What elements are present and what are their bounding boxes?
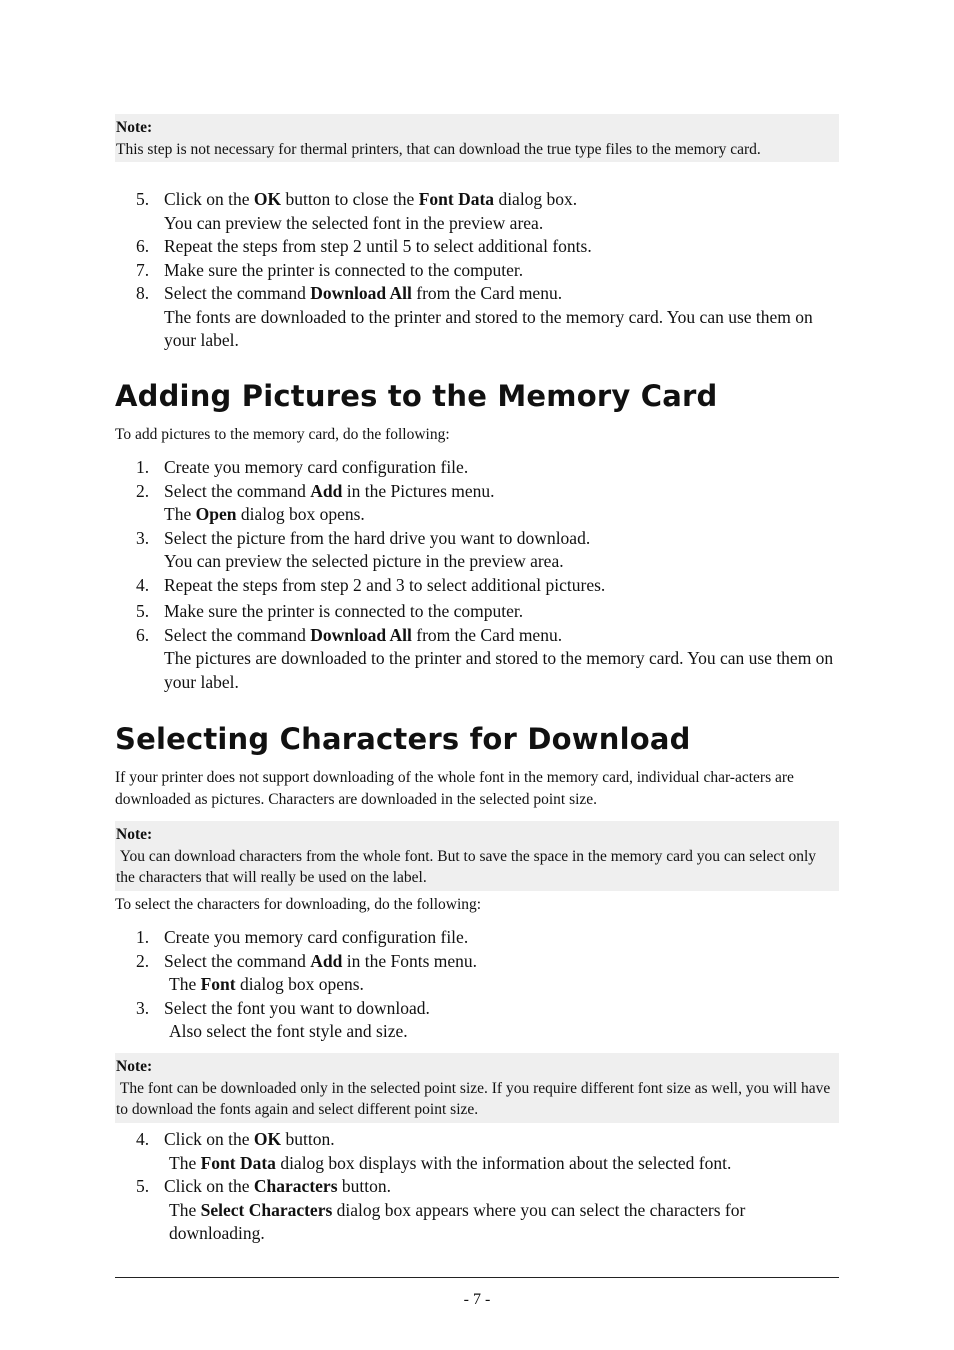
text-run: Click on the xyxy=(164,189,254,209)
text-run: Create you memory card configuration file. xyxy=(164,457,469,477)
list-item xyxy=(115,624,839,695)
list-item xyxy=(115,1175,839,1246)
bold-term: Add xyxy=(310,950,343,971)
list-number: 3. xyxy=(136,997,150,1018)
note-box-1 xyxy=(115,114,839,162)
text-run: dialog box appears where you can select the characters for downloading. xyxy=(169,1199,746,1243)
text-run: in the Pictures menu. xyxy=(342,480,495,501)
list-number: 5. xyxy=(136,601,150,621)
list-number: 4. xyxy=(136,574,150,595)
list-item-text xyxy=(164,481,495,501)
list-number: 4. xyxy=(136,1129,150,1149)
list-number: 2. xyxy=(136,480,150,501)
picture-steps-list-continued xyxy=(115,600,839,694)
list-item-text xyxy=(164,1129,335,1149)
list-item-detail xyxy=(164,973,839,997)
text-run: dialog box. xyxy=(494,189,578,209)
list-number: 7. xyxy=(136,259,150,280)
list-item xyxy=(115,926,839,950)
list-item-text xyxy=(164,601,523,621)
list-item xyxy=(115,600,839,624)
list-number: 8. xyxy=(136,283,150,303)
intro-characters: If your printer does not support downloading of the whole font in the memory card, individual char-acters are downloaded as pictures. Characters are downloaded in the selected point size. xyxy=(115,769,794,808)
text-run: Repeat the steps from step 2 until 5 to select additional fonts. xyxy=(164,236,592,256)
list-item-text xyxy=(164,1176,391,1196)
text-run: Click on the xyxy=(164,1129,254,1149)
text-run: The xyxy=(169,974,201,994)
list-number: 6. xyxy=(136,236,150,256)
text-run: Select the picture from the hard drive you want to download. xyxy=(164,527,591,548)
bold-term: Open xyxy=(195,504,237,524)
font-steps-list xyxy=(115,188,839,353)
list-item xyxy=(115,282,839,353)
list-item xyxy=(115,235,839,259)
list-item-detail xyxy=(164,503,839,527)
list-item-text xyxy=(164,283,562,303)
bold-term: Font Data xyxy=(200,1152,276,1173)
section-heading-pictures: Adding Pictures to the Memory Card xyxy=(115,379,718,413)
list-number: 2. xyxy=(136,950,150,971)
list-item-detail xyxy=(164,1152,839,1176)
list-item-text xyxy=(164,528,590,548)
text-run: Select the font you want to download. xyxy=(164,997,430,1018)
text-run: Click on the xyxy=(164,1176,254,1196)
list-item-text xyxy=(164,625,562,645)
list-number: 1. xyxy=(136,927,150,947)
list-item-text xyxy=(164,951,477,971)
list-item xyxy=(115,1128,839,1175)
note-title: Note: xyxy=(116,119,153,136)
list-item xyxy=(115,259,839,283)
list-item xyxy=(115,188,839,235)
character-steps-list-continued xyxy=(115,1128,839,1246)
list-item-detail: You can preview the selected font in the preview area. xyxy=(164,212,544,233)
character-steps-list xyxy=(115,926,839,1044)
text-run: Select the command xyxy=(164,480,311,501)
list-item-text xyxy=(164,260,523,280)
bold-term: Font Data xyxy=(418,189,495,209)
bold-term: Add xyxy=(310,480,343,501)
text-run: button to close the xyxy=(281,189,419,209)
list-item-text xyxy=(164,236,592,256)
intro-character-selection: To select the characters for downloading, do the following: xyxy=(115,896,482,913)
list-item-detail: You can preview the selected picture in the preview area. xyxy=(164,551,564,571)
list-item-text xyxy=(164,998,430,1018)
list-item xyxy=(115,527,839,574)
intro-pictures: To add pictures to the memory card, do the following: xyxy=(115,426,450,443)
text-run: Select the command xyxy=(164,950,311,971)
list-number: 1. xyxy=(136,457,150,477)
list-item-text xyxy=(164,575,605,595)
list-item-detail: The pictures are downloaded to the printer and stored to the memory card. You can use them on your label. xyxy=(164,648,834,692)
list-number: 5. xyxy=(136,189,150,209)
text-run: Make sure the printer is connected to the computer. xyxy=(164,601,524,621)
text-run: dialog box opens. xyxy=(235,974,364,994)
list-item xyxy=(115,950,839,997)
text-run: Repeat the steps from step 2 and 3 to select additional pictures. xyxy=(164,574,606,595)
footer-rule xyxy=(115,1277,839,1278)
list-item-detail xyxy=(164,1199,839,1246)
text-run: The xyxy=(164,504,196,524)
list-item xyxy=(115,574,839,598)
text-run: from the Card menu. xyxy=(411,283,563,303)
text-run: Make sure the printer is connected to the computer. xyxy=(164,259,524,280)
note-title: Note: xyxy=(116,826,153,843)
bold-term: Select Characters xyxy=(200,1199,333,1220)
text-run: Select the command xyxy=(164,283,311,303)
text-run: The xyxy=(169,1199,201,1220)
text-run: button. xyxy=(337,1176,391,1196)
list-item-text xyxy=(164,457,468,477)
note-box-2 xyxy=(115,821,839,891)
list-item-detail: Also select the font style and size. xyxy=(169,1021,408,1041)
list-item xyxy=(115,997,839,1044)
list-item-text xyxy=(164,927,468,947)
text-run: Create you memory card configuration file. xyxy=(164,927,469,947)
list-number: 5. xyxy=(136,1176,150,1196)
list-number: 6. xyxy=(136,624,150,645)
text-run: dialog box displays with the information about the selected font. xyxy=(275,1152,732,1173)
bold-term: Font xyxy=(200,974,236,994)
note-title: Note: xyxy=(116,1058,153,1075)
text-run: The xyxy=(169,1152,201,1173)
bold-term: Characters xyxy=(253,1176,338,1196)
bold-term: Download All xyxy=(310,624,412,645)
text-run: Select the command xyxy=(164,624,311,645)
list-item-text xyxy=(164,189,577,209)
bold-term: OK xyxy=(253,1129,282,1149)
note-box-3 xyxy=(115,1053,839,1123)
page-number: - 7 - xyxy=(463,1291,491,1308)
note-body: You can download characters from the whole font. But to save the space in the memory card you can select only the characters that will really be used on the label. xyxy=(116,847,820,886)
bold-term: Download All xyxy=(310,283,412,303)
picture-steps-list xyxy=(115,456,839,597)
note-body: This step is not necessary for thermal printers, that can download the true type files to the memory card. xyxy=(116,140,761,158)
list-item-detail: The fonts are downloaded to the printer and stored to the memory card. You can use them on your label. xyxy=(164,306,813,350)
text-run: button. xyxy=(281,1129,335,1149)
text-run: from the Card menu. xyxy=(411,624,563,645)
note-body: The font can be downloaded only in the selected point size. If you require different font size as well, you will have to download the fonts again and select different point size. xyxy=(116,1079,835,1118)
section-heading-characters: Selecting Characters for Download xyxy=(115,722,691,756)
bold-term: OK xyxy=(253,189,282,209)
list-number: 3. xyxy=(136,527,150,548)
list-item xyxy=(115,480,839,527)
list-item xyxy=(115,456,839,480)
text-run: dialog box opens. xyxy=(236,504,365,524)
text-run: in the Fonts menu. xyxy=(342,950,478,971)
